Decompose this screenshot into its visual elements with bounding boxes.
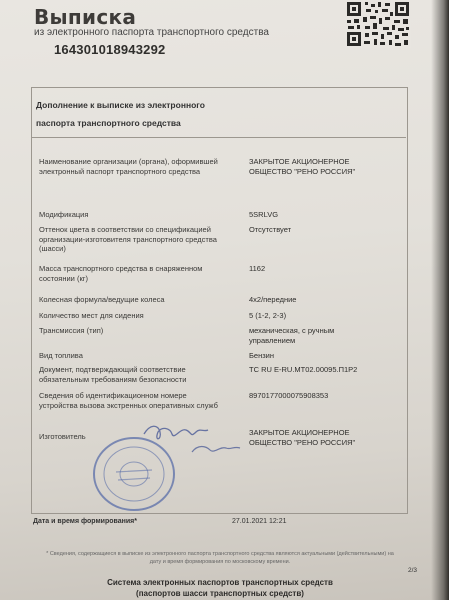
row-value-transmission: механическая, с ручным управлением — [249, 326, 335, 345]
row-label-color: Оттенок цвета в соответствии со спецификацией организации-изготовителя транспортного средства (шасси) — [39, 225, 217, 253]
row-value-seats: 5 (1-2, 2-3) — [249, 311, 287, 320]
system-name-line1: Система электронных паспортов транспортных средств — [107, 578, 333, 587]
page-edge-shadow — [431, 0, 449, 600]
generation-date-label: Дата и время формирования* — [33, 518, 137, 525]
passport-number: 164301018943292 — [54, 42, 166, 57]
document-subtitle: из электронного паспорта транспортного средства — [34, 27, 269, 38]
row-label-mass: Масса транспортного средства в снаряженном состоянии (кг) — [39, 264, 203, 283]
row-label-organization: Наименование организации (органа), оформившей электронный паспорт транспортного средства — [39, 157, 218, 176]
row-label-transmission: Трансмиссия (тип) — [39, 326, 104, 335]
row-label-wheel-formula: Колесная формула/ведущие колеса — [39, 295, 165, 304]
generation-date-value: 27.01.2021 12:21 — [232, 518, 287, 525]
system-name — [60, 577, 380, 599]
document-title: Выписка — [34, 5, 137, 29]
row-label-manufacturer: Изготовитель — [39, 432, 86, 441]
qr-code-icon — [345, 0, 411, 48]
row-value-organization: ЗАКРЫТОЕ АКЦИОНЕРНОЕ ОБЩЕСТВО "РЕНО РОССИЯ" — [249, 157, 356, 176]
row-label-fuel: Вид топлива — [39, 351, 83, 360]
row-value-fuel: Бензин — [249, 351, 275, 360]
row-label-emergency-device: Сведения об идентификационном номере устройства вызова экстренных оперативных служб — [39, 391, 218, 410]
row-value-color: Отсутствует — [249, 225, 292, 234]
page-number: 2/3 — [408, 567, 418, 574]
system-name-line2: (паспортов шасси транспортных средств) — [136, 589, 304, 598]
supplement-heading-line1: Дополнение к выписке из электронного — [36, 100, 205, 110]
footnote: * Сведения, содержащиеся в выписке из электронного паспорта транспортного средства являются актуальными (действительными) на дату и время формирования по московскому времени. — [46, 551, 394, 565]
row-value-modification: 5SRLVG — [249, 210, 279, 219]
row-value-manufacturer: ЗАКРЫТОЕ АКЦИОНЕРНОЕ ОБЩЕСТВО "РЕНО РОССИЯ" — [249, 428, 356, 447]
row-label-seats: Количество мест для сидения — [39, 311, 144, 320]
row-value-safety-document: ТС RU E-RU.МТ02.00095.П1Р2 — [249, 365, 358, 374]
supplement-heading-line2: паспорта транспортного средства — [36, 118, 181, 128]
row-value-emergency-device: 8970177000075908353 — [249, 391, 329, 400]
row-label-safety-document: Документ, подтверждающий соответствие обязательным требованиям безопасности — [39, 365, 187, 384]
supplement-heading — [36, 96, 276, 132]
row-value-wheel-formula: 4x2/передние — [249, 295, 297, 304]
signature-icon — [140, 418, 250, 462]
row-label-modification: Модификация — [39, 210, 89, 219]
row-value-mass: 1162 — [249, 264, 266, 273]
